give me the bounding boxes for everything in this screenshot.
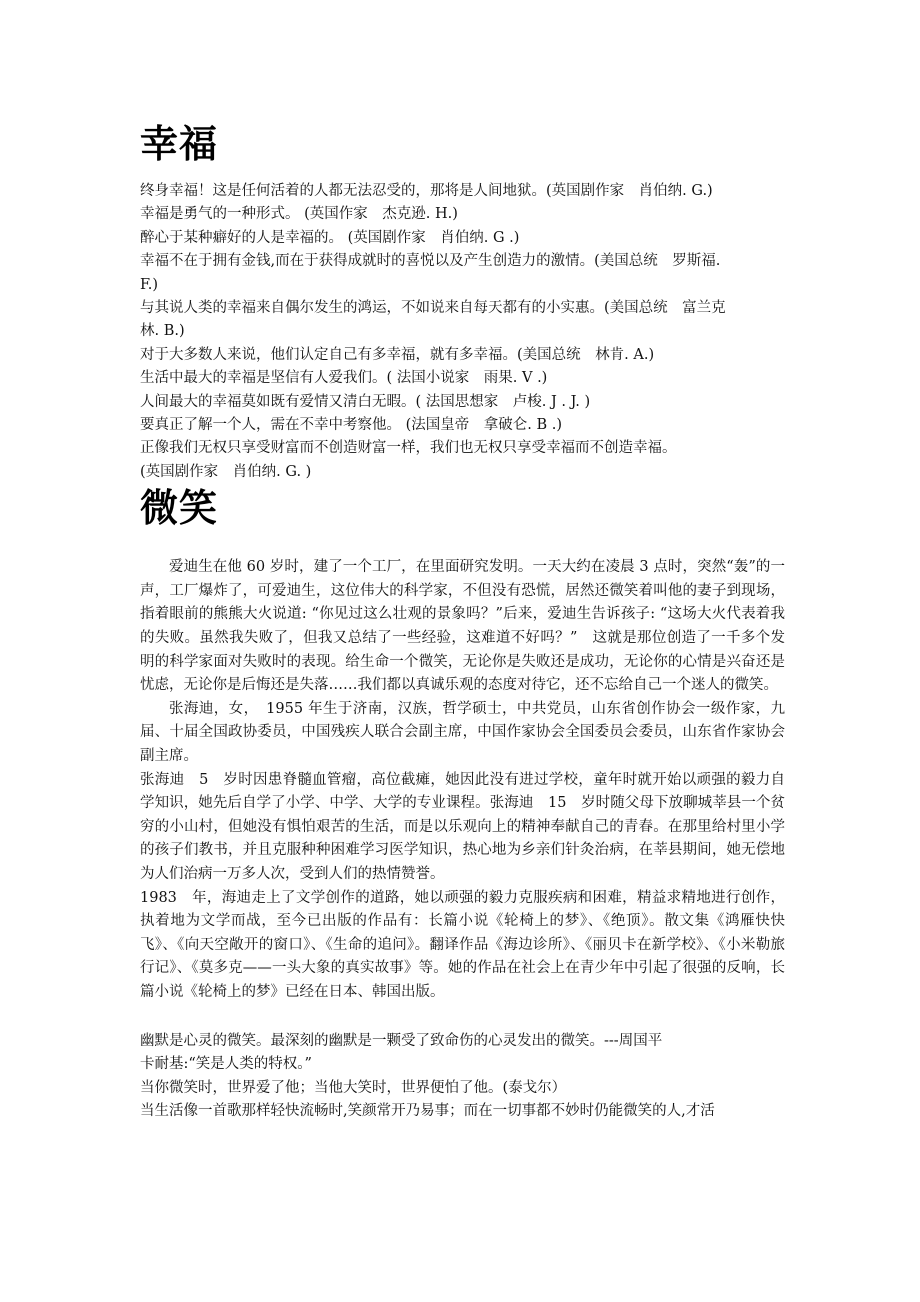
paragraph-edison: 爱迪生在他 60 岁时，建了一个工厂，在里面研究发明。一天大约在凌晨 3 点时，突然“轰”的一声，工厂爆炸了，可爱迪生，这位伟大的科学家，不但没有恐慌，居然还微笑着叫他的妻子到现场，指着眼前的熊熊大火说道: “你见过这么壮观的景象吗？”后来，爱迪生告诉孩子: “这场大火代表着我的失败。虽然我失败了，但我又总结了一些经验，这难道不好吗？” 这就是那位创造了一千多个发明的科学家面对失败时的表现。给生命一个微笑，无论你是失败还是成功，无论你的心情是兴奋还是忧虑，无论你是后悔还是失落……我们都以真诚乐观的态度对待它，还不忘给自己一个迷人的微笑。 xyxy=(140,559,785,694)
quote-line: 生活中最大的幸福是坚信有人爱我们。( 法国小说家 雨果. V .) xyxy=(140,370,548,387)
quote-line: 醉心于某种癖好的人是幸福的。 (英国剧作家 肖伯纳. G .) xyxy=(140,229,520,246)
smile-body xyxy=(140,556,785,1004)
section-title-happiness: 幸福 xyxy=(140,122,219,166)
quote-line: 与其说人类的幸福来自偶尔发生的鸿运，不如说来自每天都有的小实惠。(美国总统 富兰克 xyxy=(140,300,726,317)
quote-line: 幸福是勇气的一种形式。 (英国作家 杰克逊. H.) xyxy=(140,206,458,223)
quote-line: F.) xyxy=(140,276,159,293)
paragraph-zhang-writing: 1983 年，海迪走上了文学创作的道路，她以顽强的毅力克服疾病和困难，精益求精地进行创作，执着地为文学而战，至今已出版的作品有：长篇小说《轮椅上的梦》、《绝顶》。散文集《鸿雁快快飞》、《向天空敞开的窗口》、《生命的追问》。翻译作品《海边诊所》、《丽贝卡在新学校》、《小米勒旅行记》、《莫多克——一头大象的真实故事》等。她的作品在社会上在青少年中引起了很强的反响，长篇小说《轮椅上的梦》已经在日本、韩国出版。 xyxy=(140,889,785,1000)
quote-line: 当生活像一首歌那样轻快流畅时,笑颜常开乃易事；而在一切事都不妙时仍能微笑的人,才活 xyxy=(140,1103,715,1120)
spacer xyxy=(140,1005,785,1028)
quote-line: 终身幸福！这是任何活着的人都无法忍受的，那将是人间地狱。(英国剧作家 肖伯纳. G.) xyxy=(140,183,713,199)
quote-line: 当你微笑时，世界爱了他；当他大笑时，世界便怕了他。(泰戈尔） xyxy=(140,1079,567,1096)
happiness-quotes xyxy=(140,180,785,484)
quote-line: (英国剧作家 肖伯纳. G. ) xyxy=(140,463,312,480)
section-title-smile: 微笑 xyxy=(140,486,219,531)
paragraph-zhang-intro: 张海迪，女， 1955 年生于济南，汉族，哲学硕士，中共党员，山东省创作协会一级作家，九届、十届全国政协委员，中国残疾人联合会副主席，中国作家协会全国委员会委员，山东省作家协会副主席。 xyxy=(140,700,785,765)
quote-line: 幽默是心灵的微笑。最深刻的幽默是一颗受了致命伤的心灵发出的微笑。---周国平 xyxy=(140,1032,663,1049)
quote-line: 人间最大的幸福莫如既有爱情又清白无暇。( 法国思想家 卢梭. J . J. ) xyxy=(140,393,591,410)
paragraph-zhang-youth: 张海迪 5 岁时因患脊髓血管瘤，高位截瘫，她因此没有进过学校，童年时就开始以顽强的毅力自学知识，她先后自学了小学、中学、大学的专业课程。张海迪 15 岁时随父母下放聊城莘县一个贫穷的小山村，但她没有惧怕艰苦的生活，而是以乐观向上的精神奉献自己的青春。在那里给村里小学的孩子们教书，并且克服种种困难学习医学知识，热心地为乡亲们针灸治病，在莘县期间，她无偿地为人们治病一万多人次，受到人们的热情赞誉。 xyxy=(140,771,785,882)
document-page xyxy=(140,118,785,1124)
quote-line: 林. B.) xyxy=(140,323,185,340)
quote-line: 对于大多数人来说，他们认定自己有多幸福，就有多幸福。(美国总统 林肯. A.) xyxy=(140,346,655,363)
quote-line: 卡耐基:“笑是人类的特权。” xyxy=(140,1056,312,1073)
smile-quotes xyxy=(140,1030,785,1124)
quote-line: 正像我们无权只享受财富而不创造财富一样，我们也无权只享受幸福而不创造幸福。 xyxy=(140,440,677,457)
quote-line: 幸福不在于拥有金钱,而在于获得成就时的喜悦以及产生创造力的激情。(美国总统 罗斯福. xyxy=(140,253,721,270)
quote-line: 要真正了解一个人，需在不幸中考察他。 (法国皇帝 拿破仑. B .) xyxy=(140,417,563,434)
